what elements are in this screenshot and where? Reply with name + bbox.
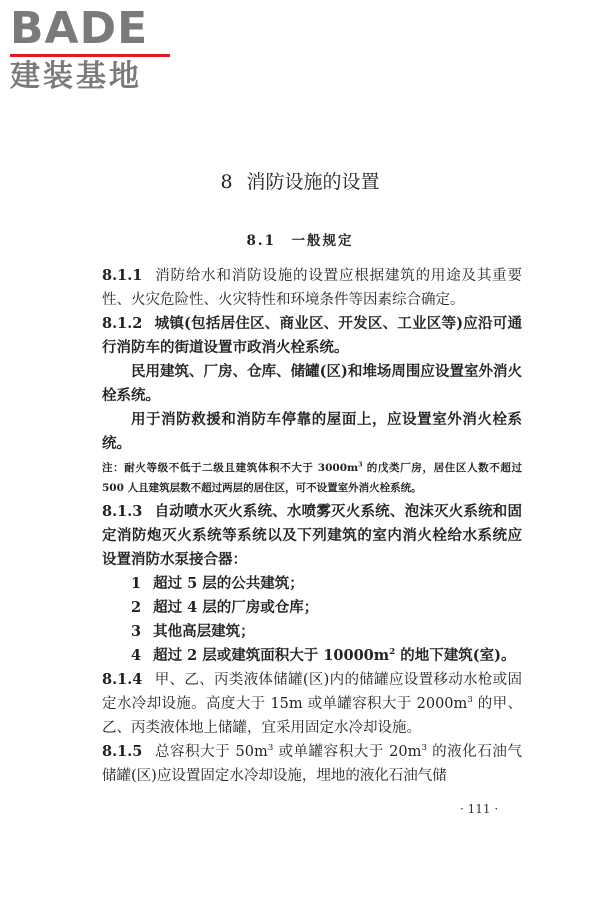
clause-8-1-4 <box>102 668 522 740</box>
clause-number: 8.1.5 <box>102 743 143 760</box>
list-item-number: 3 <box>131 623 142 640</box>
bade-logo <box>10 3 175 94</box>
clause-superscript: 3 <box>467 695 473 706</box>
clause-text: 城镇(包括居住区、商业区、开发区、工业区等)应沿可通行消防车的街道设置市政消火栓系统。 <box>102 315 522 356</box>
list-item-number: 4 <box>131 647 142 664</box>
clause-number: 8.1.4 <box>102 671 143 688</box>
list-item-text: 超过 4 层的厂房或仓库； <box>153 599 319 616</box>
list-item-superscript: 2 <box>389 647 396 658</box>
document-body <box>102 264 522 788</box>
list-item <box>102 620 522 644</box>
clause-number: 8.1.1 <box>102 267 143 284</box>
logo-text-cn: 建装基地 <box>10 59 142 94</box>
logo-text-en: BADE <box>10 3 149 54</box>
list-item <box>102 596 522 620</box>
clause-8-1-2 <box>102 312 522 360</box>
clause-text-b: 的甲、乙、丙类液体地上储罐，宜采用固定水冷却设施。 <box>102 696 522 736</box>
clause-8-1-2-paragraph-2: 民用建筑、厂房、仓库、储罐(区)和堆场周围应设置室外消火栓系统。 <box>102 363 522 404</box>
clause-text-c: 的液化石油气储罐(区)应设置固定水冷却设施，埋地的液化石油气储 <box>102 744 522 784</box>
list-item-number: 1 <box>131 575 142 592</box>
list-item <box>102 572 522 596</box>
clause-text: 自动喷水灭火系统、水喷雾灭火系统、泡沫灭火系统和固定消防炮灭火系统等系统以及下列建筑的室内消火栓给水系统应设置消防水泵接合器： <box>102 503 522 568</box>
note-text-b: 的戊类厂房，居住区人数不超过 500 人且建筑层数不超过两层的居住区，可不设置室外消火栓系统。 <box>102 462 522 494</box>
clause-8-1-2-note <box>102 458 522 498</box>
note-superscript: 3 <box>358 461 363 469</box>
list-item <box>102 644 522 668</box>
list-item-text-b: 的地下建筑(室)。 <box>395 647 516 664</box>
chapter-heading <box>0 170 600 194</box>
clause-8-1-3 <box>102 500 522 572</box>
clause-text-a: 甲、乙、丙类液体储罐(区)内的储罐应设置移动水枪或固定水冷却设施。高度大于 15m 或单罐容积大于 2000m <box>102 672 522 712</box>
note-text-a: 注：耐火等级不低于二级且建筑体积不大于 3000m <box>102 462 359 474</box>
chapter-title: 消防设施的设置 <box>246 171 380 193</box>
page-number: · 111 · <box>460 802 499 816</box>
clause-8-1-1 <box>102 264 522 312</box>
list-item-text: 超过 5 层的公共建筑； <box>153 575 304 592</box>
list-item-number: 2 <box>131 599 142 616</box>
clause-superscript-2: 3 <box>421 743 427 754</box>
list-item-text-a: 超过 2 层或建筑面积大于 10000m <box>153 647 390 664</box>
logo-divider <box>10 54 170 57</box>
chapter-number: 8 <box>220 171 233 193</box>
clause-8-1-5 <box>102 740 522 788</box>
clause-text-b: 或单罐容积大于 20m <box>273 744 422 760</box>
clause-number: 8.1.2 <box>102 315 143 332</box>
clause-8-1-2-paragraph-3: 用于消防救援和消防车停靠的屋面上，应设置室外消火栓系统。 <box>102 411 522 452</box>
clause-number: 8.1.3 <box>102 503 143 520</box>
clause-text-a: 总容积大于 50m <box>154 744 268 760</box>
list-item-text: 其他高层建筑； <box>153 623 255 640</box>
clause-superscript-1: 3 <box>267 743 274 754</box>
section-heading: 8.1 一般规定 <box>246 233 354 249</box>
clause-text: 消防给水和消防设施的设置应根据建筑的用途及其重要性、火灾危险性、火灾特性和环境条件等因素综合确定。 <box>102 268 522 308</box>
